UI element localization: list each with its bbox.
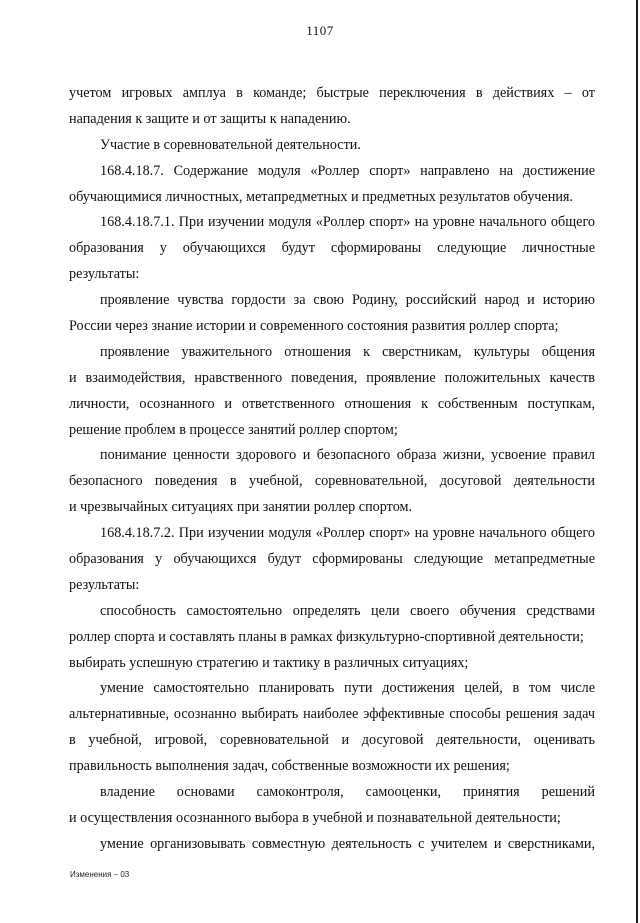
- text-line: умение самостоятельно планировать пути достижения целей, в том числе: [100, 680, 595, 697]
- text-line: безопасного поведения в учебной, соревновательной, досуговой деятельности: [69, 473, 595, 490]
- page-edge-line: [636, 0, 638, 923]
- text-line: альтернативные, осознанно выбирать наиболее эффективные способы решения задач: [69, 706, 595, 723]
- text-line: способность самостоятельно определять цели своего обучения средствами: [100, 602, 595, 619]
- text-line: Участие в соревновательной деятельности.: [100, 136, 361, 153]
- footer-revision-note: Изменения – 03: [70, 870, 130, 879]
- text-line: личности, осознанного и ответственного отношения к собственным поступкам,: [69, 395, 595, 412]
- text-line: в учебной, игровой, соревновательной и досуговой деятельности, оценивать: [69, 732, 595, 749]
- text-line: и осуществления осознанного выбора в учебной и познавательной деятельности;: [69, 809, 561, 826]
- text-line: выбирать успешную стратегию и тактику в различных ситуациях;: [69, 654, 469, 671]
- text-line: 168.4.18.7.2. При изучении модуля «Роллер спорт» на уровне начального общего: [100, 525, 595, 542]
- text-line: 168.4.18.7.1. При изучении модуля «Роллер спорт» на уровне начального общего: [100, 214, 595, 231]
- text-line: России через знание истории и современного состояния развития роллер спорта;: [69, 318, 559, 335]
- text-line: и взаимодействия, нравственного поведения, проявление положительных качеств: [69, 369, 595, 386]
- text-line: образования у обучающихся будут сформированы следующие личностные: [69, 240, 595, 257]
- page-number: 1107: [306, 23, 334, 38]
- text-line: проявление чувства гордости за свою Родину, российский народ и историю: [100, 292, 595, 309]
- text-line: умение организовывать совместную деятельность с учителем и сверстниками,: [100, 835, 595, 852]
- text-line: правильность выполнения задач, собственные возможности их решения;: [69, 758, 510, 775]
- text-line: проявление уважительного отношения к сверстникам, культуры общения: [100, 343, 595, 360]
- text-line: нападения к защите и от защиты к нападению.: [69, 110, 351, 127]
- text-line: владение основами самоконтроля, самооценки, принятия решений: [100, 784, 595, 801]
- text-line: учетом игровых амплуа в команде; быстрые переключения в действиях – от: [69, 85, 595, 101]
- text-line: образования у обучающихся будут сформированы следующие метапредметные: [69, 551, 595, 568]
- text-line: и чрезвычайных ситуациях при занятии роллер спортом.: [69, 499, 413, 516]
- text-line: роллер спорта и составлять планы в рамках физкультурно-спортивной деятельности;: [69, 628, 584, 645]
- text-line: результаты:: [69, 266, 140, 283]
- text-line: понимание ценности здорового и безопасного образа жизни, усвоение правил: [100, 447, 595, 464]
- body-text: [69, 81, 595, 858]
- text-line: 168.4.18.7. Содержание модуля «Роллер спорт» направлено на достижение: [100, 162, 595, 179]
- text-line: обучающимися личностных, метапредметных и предметных результатов обучения.: [69, 188, 573, 205]
- text-line: результаты:: [69, 576, 140, 593]
- text-line: решение проблем в процессе занятий роллер спортом;: [69, 421, 398, 438]
